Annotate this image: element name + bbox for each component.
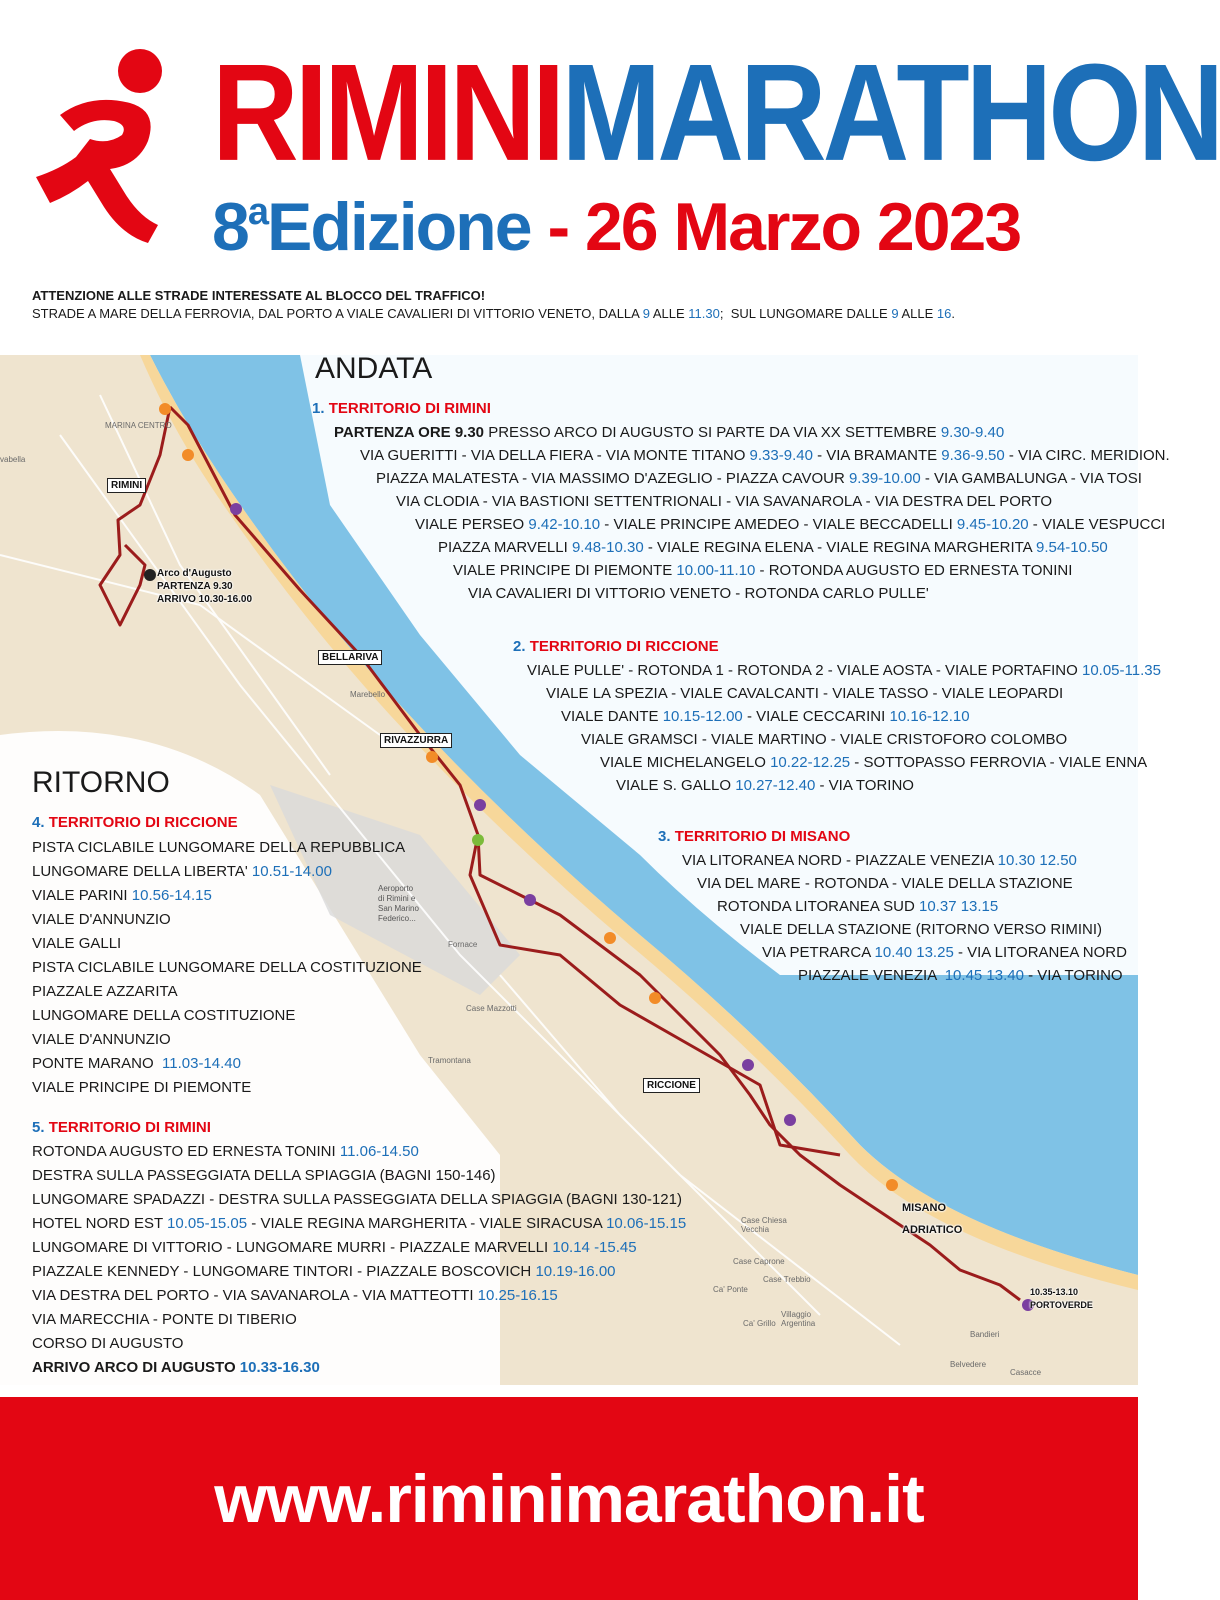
t3-line-6: PIAZZALE VENEZIA 10.45 13.40 - VIA TORINO [798, 967, 1123, 984]
event-date: 26 Marzo 2023 [584, 189, 1021, 265]
t1-line-7: VIALE PRINCIPE DI PIEMONTE 10.00-11.10 - ROTONDA AUGUSTO ED ERNESTA TONINI [453, 562, 1073, 579]
map-label-case-chiesa-2: Vecchia [741, 1225, 770, 1234]
t4-line-3: VIALE PARINI 10.56-14.15 [32, 887, 212, 904]
map-label-arrivo: ARRIVO 10.30-16.00 [157, 594, 253, 605]
t5-line-3: LUNGOMARE SPADAZZI - DESTRA SULLA PASSEGGIATA DELLA SPIAGGIA (BAGNI 130-121) [32, 1191, 682, 1208]
t4-line-6: PISTA CICLABILE LUNGOMARE DELLA COSTITUZIONE [32, 959, 422, 976]
map-label-vabella: vabella [0, 455, 26, 464]
map-label-rimini: RIMINI [107, 478, 146, 493]
t4-line-4: VIALE D'ANNUNZIO [32, 911, 171, 928]
t4-line-1: PISTA CICLABILE LUNGOMARE DELLA REPUBBLICA [32, 839, 406, 856]
t1-line-8: VIA CAVALIERI DI VITTORIO VENETO - ROTONDA CARLO PULLE' [468, 585, 929, 602]
website-url[interactable]: www.riminimarathon.it [214, 1461, 924, 1537]
t4-line-8: LUNGOMARE DELLA COSTITUZIONE [32, 1007, 296, 1024]
t3-line-2: VIA DEL MARE - ROTONDA - VIALE DELLA STAZIONE [697, 875, 1073, 892]
t5-line-7: VIA DESTRA DEL PORTO - VIA SAVANAROLA - VIA MATTEOTTI 10.25-16.15 [32, 1287, 558, 1304]
traffic-notice-text: STRADE A MARE DELLA FERROVIA, DAL PORTO A VIALE CAVALIERI DI VITTORIO VENETO, DALLA 9 ALLE 11.30; SUL LUNGOMARE DALLE 9 ALLE 16. [32, 306, 955, 321]
t1-line-5: VIALE PERSEO 9.42-10.10 - VIALE PRINCIPE AMEDEO - VIALE BECCADELLI 9.45-10.20 - VIALE VESPUCCI [415, 516, 1166, 533]
t4-line-9: VIALE D'ANNUNZIO [32, 1031, 171, 1048]
map-label-case-mazzotti: Case Mazzotti [466, 1004, 517, 1013]
territory-3-title: 3. TERRITORIO DI MISANO [658, 828, 851, 845]
map-label-case-caprone: Case Caprone [733, 1257, 785, 1266]
map-label-marebello: Marebello [350, 690, 386, 699]
t2-line-5: VIALE MICHELANGELO 10.22-12.25 - SOTTOPASSO FERROVIA - VIALE ENNA [600, 754, 1148, 771]
subtitle-separator: - [530, 189, 585, 265]
map-label-portoverde-time: 10.35-13.10 [1030, 1287, 1079, 1297]
title-marathon: MARATHON [561, 35, 1220, 190]
map-label-ca-ponte: Ca' Ponte [713, 1285, 748, 1294]
map-label-villaggio: Villaggio [781, 1310, 812, 1319]
t5-arrival: ARRIVO ARCO DI AUGUSTO 10.33-16.30 [32, 1359, 320, 1376]
map-label-partenza: PARTENZA 9.30 [157, 581, 233, 592]
map-label-aeroporto-4: Federico... [378, 914, 416, 923]
map-label-case-trebbio: Case Trebbio [763, 1275, 811, 1284]
t5-line-2: DESTRA SULLA PASSEGGIATA DELLA SPIAGGIA (BAGNI 150-146) [32, 1167, 496, 1184]
map-label-bandieri: Bandieri [970, 1330, 1000, 1339]
map-label-argentina: Argentina [781, 1319, 816, 1328]
andata-heading: ANDATA [315, 352, 433, 385]
t2-line-1: VIALE PULLE' - ROTONDA 1 - ROTONDA 2 - VIALE AOSTA - VIALE PORTAFINO 10.05-11.35 [527, 662, 1161, 679]
map-label-aeroporto-1: Aeroporto [378, 884, 414, 893]
map-label-marina: MARINA CENTRO [105, 421, 172, 430]
territory-1-title: 1. TERRITORIO DI RIMINI [312, 400, 491, 417]
t5-line-9: CORSO DI AUGUSTO [32, 1335, 184, 1352]
map-label-portoverde: PORTOVERDE [1030, 1300, 1093, 1310]
map-label-fornace: Fornace [448, 940, 478, 949]
map-label-aeroporto-2: di Rimini e [378, 894, 416, 903]
t4-line-11: VIALE PRINCIPE DI PIEMONTE [32, 1079, 252, 1096]
t2-line-2: VIALE LA SPEZIA - VIALE CAVALCANTI - VIALE TASSO - VIALE LEOPARDI [546, 685, 1064, 702]
map-label-casacce: Casacce [1010, 1368, 1042, 1377]
t3-line-3: ROTONDA LITORANEA SUD 10.37 13.15 [717, 898, 999, 915]
t2-line-6: VIALE S. GALLO 10.27-12.40 - VIA TORINO [616, 777, 914, 794]
territory-5-title: 5. TERRITORIO DI RIMINI [32, 1119, 211, 1136]
traffic-notice-title: ATTENZIONE ALLE STRADE INTERESSATE AL BLOCCO DEL TRAFFICO! [32, 288, 486, 303]
map-label-misano-1: MISANO [902, 1202, 946, 1214]
map-label-misano-2: ADRIATICO [902, 1224, 963, 1236]
map-label-riccione: RICCIONE [643, 1078, 700, 1093]
t4-line-5: VIALE GALLI [32, 935, 122, 952]
t1-line-3: PIAZZA MALATESTA - VIA MASSIMO D'AZEGLIO - PIAZZA CAVOUR 9.39-10.00 - VIA GAMBALUNGA - VIA TOSI [376, 470, 1142, 487]
map-label-aeroporto-3: San Marino [378, 904, 419, 913]
t2-line-4: VIALE GRAMSCI - VIALE MARTINO - VIALE CRISTOFORO COLOMBO [581, 731, 1068, 748]
t1-line-2: VIA GUERITTI - VIA DELLA FIERA - VIA MONTE TITANO 9.33-9.40 - VIA BRAMANTE 9.36-9.50 - VIA CIRC. MERIDION. [360, 447, 1170, 464]
map-label-belvedere: Belvedere [950, 1360, 987, 1369]
t3-line-1: VIA LITORANEA NORD - PIAZZALE VENEZIA 10.30 12.50 [682, 852, 1077, 869]
t5-line-4: HOTEL NORD EST 10.05-15.05 - VIALE REGINA MARGHERITA - VIALE SIRACUSA 10.06-15.15 [32, 1215, 687, 1232]
map-label-ca-grillo: Ca' Grillo [743, 1319, 776, 1328]
edition-subtitle [212, 172, 1020, 267]
map-label-arco: Arco d'Augusto [157, 568, 232, 579]
title-rimini: RIMINI [212, 35, 562, 190]
t1-line-4: VIA CLODIA - VIA BASTIONI SETTENTRIONALI - VIA SAVANAROLA - VIA DESTRA DEL PORTO [396, 493, 1053, 510]
t5-line-6: PIAZZALE KENNEDY - LUNGOMARE TINTORI - PIAZZALE BOSCOVICH 10.19-16.00 [32, 1263, 616, 1280]
map-label-bellariva: BELLARIVA [318, 650, 382, 665]
t5-line-1: ROTONDA AUGUSTO ED ERNESTA TONINI 11.06-14.50 [32, 1143, 419, 1160]
t1-line-1: PARTENZA ORE 9.30 PRESSO ARCO DI AUGUSTO SI PARTE DA VIA XX SETTEMBRE 9.30-9.40 [334, 424, 1005, 441]
edition-sup: a [247, 191, 267, 233]
ritorno-heading: RITORNO [32, 766, 170, 799]
map-label-rivazzurra: RIVAZZURRA [380, 733, 452, 748]
map-label-case-chiesa: Case Chiesa [741, 1216, 787, 1225]
t1-line-6: PIAZZA MARVELLI 9.48-10.30 - VIALE REGINA ELENA - VIALE REGINA MARGHERITA 9.54-10.50 [438, 539, 1108, 556]
t3-line-4: VIALE DELLA STAZIONE (RITORNO VERSO RIMINI) [740, 921, 1103, 938]
edition-number: 8 [212, 189, 248, 265]
territory-4-title: 4. TERRITORIO DI RICCIONE [32, 814, 238, 831]
event-title [212, 35, 1220, 190]
t2-line-3: VIALE DANTE 10.15-12.00 - VIALE CECCARINI 10.16-12.10 [561, 708, 970, 725]
t5-line-5: LUNGOMARE DI VITTORIO - LUNGOMARE MURRI - PIAZZALE MARVELLI 10.14 -15.45 [32, 1239, 637, 1256]
edition-word: Edizione [266, 189, 531, 265]
territory-2-title: 2. TERRITORIO DI RICCIONE [513, 638, 719, 655]
t3-line-5: VIA PETRARCA 10.40 13.25 - VIA LITORANEA NORD [762, 944, 1127, 961]
t4-line-10: PONTE MARANO 11.03-14.40 [32, 1055, 241, 1072]
runner-logo-icon [30, 45, 180, 250]
t4-line-7: PIAZZALE AZZARITA [32, 983, 178, 1000]
map-label-tramontana: Tramontana [428, 1056, 471, 1065]
t4-line-2: LUNGOMARE DELLA LIBERTA' 10.51-14.00 [32, 863, 332, 880]
t5-line-8: VIA MARECCHIA - PONTE DI TIBERIO [32, 1311, 297, 1328]
